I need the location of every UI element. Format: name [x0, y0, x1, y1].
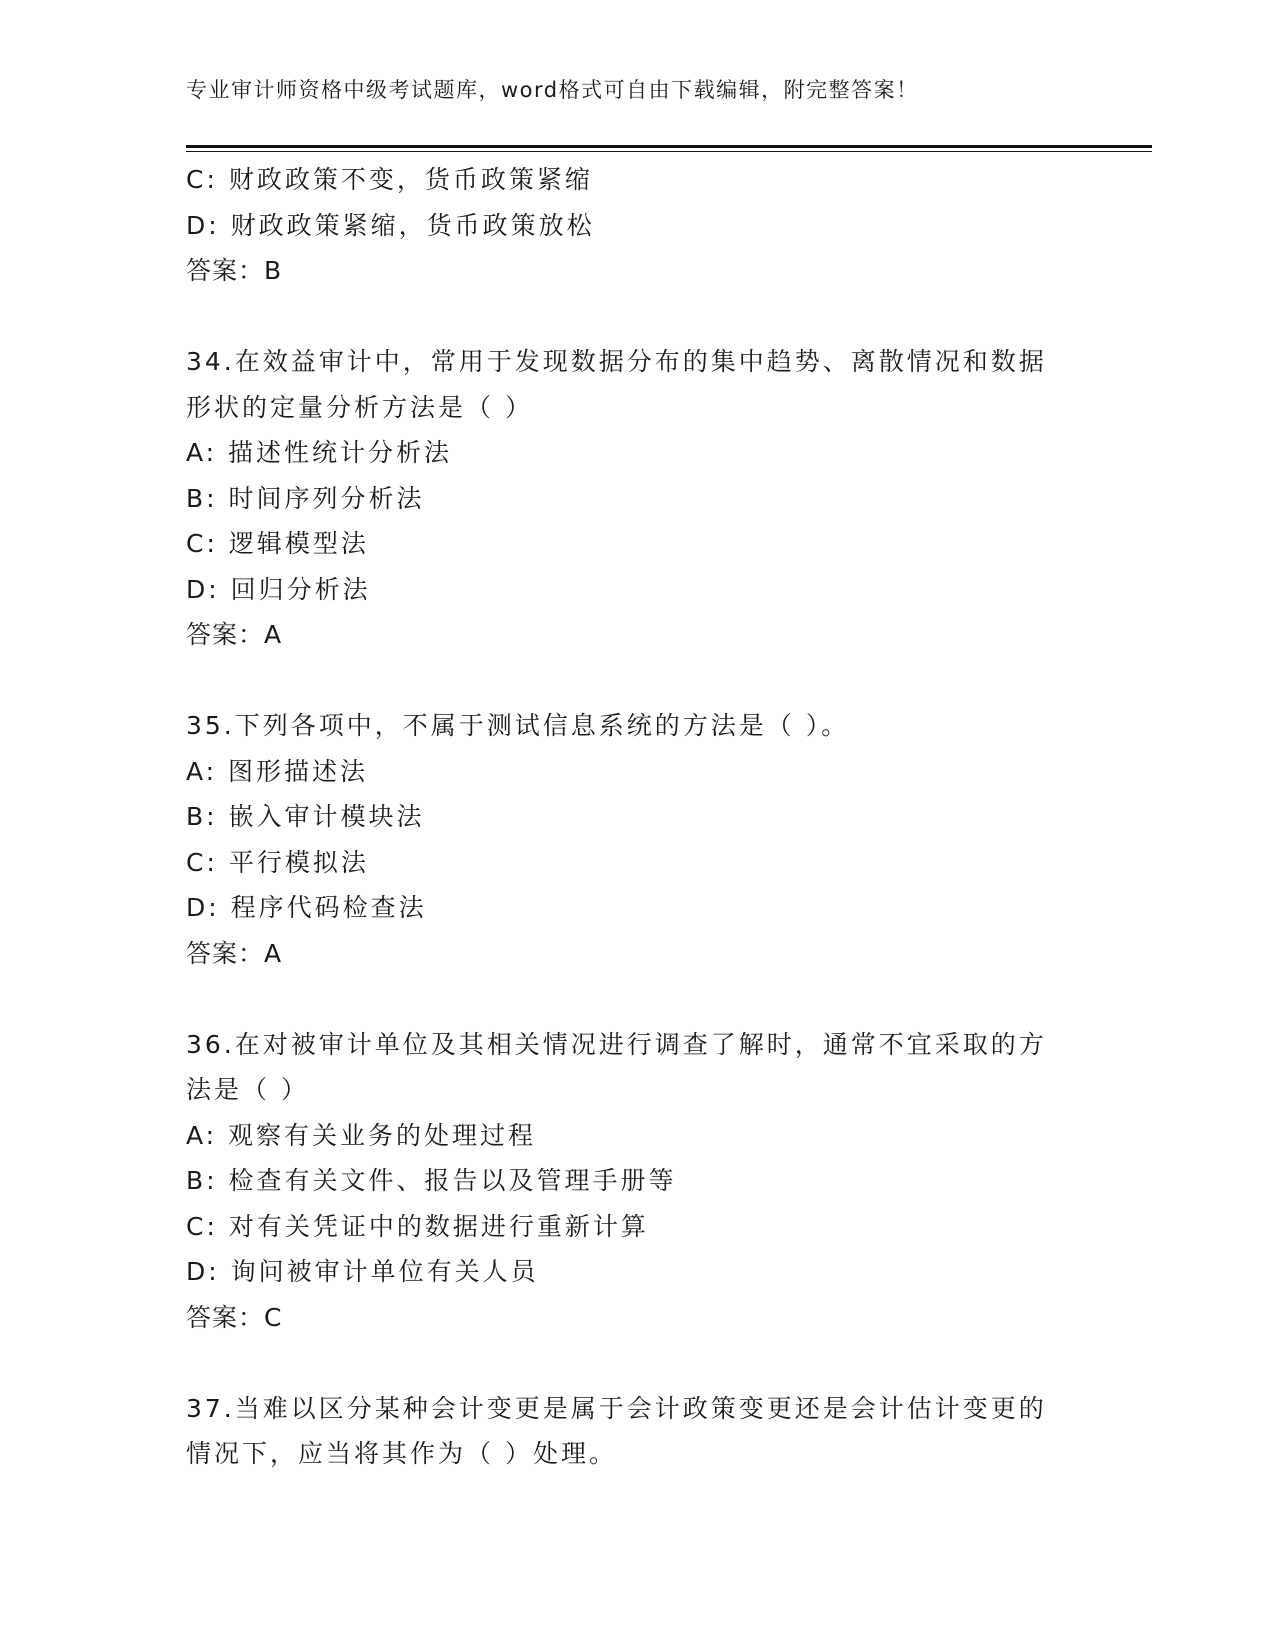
question-content [186, 157, 1086, 1477]
option-c: C: 财政政策不变，货币政策紧缩 [186, 165, 593, 194]
option-a: A: 图形描述法 [186, 756, 369, 786]
question-37-stem: 情况下，应当将其作为（ ）处理。 [186, 1439, 617, 1468]
option-d: D: 回归分析法 [186, 574, 371, 604]
option-c: C: 平行模拟法 [186, 847, 369, 877]
option-a: A: 描述性统计分析法 [186, 438, 453, 467]
question-35-stem: 35.下列各项中，不属于测试信息系统的方法是（ ）。 [186, 711, 850, 740]
option-b: B: 嵌入审计模块法 [186, 802, 425, 831]
option-c: C: 逻辑模型法 [186, 529, 369, 558]
question-34-stem: 形状的定量分析方法是（ ） [186, 392, 533, 422]
option-b: B: 时间序列分析法 [186, 483, 425, 513]
answer-34: 答案：A [186, 620, 283, 649]
option-a: A: 观察有关业务的处理过程 [186, 1120, 537, 1150]
question-36-stem: 法是（ ） [186, 1075, 309, 1104]
option-d: D: 财政政策紧缩，货币政策放松 [186, 210, 595, 240]
option-c: C: 对有关凭证中的数据进行重新计算 [186, 1211, 649, 1241]
question-34-stem: 34.在效益审计中，常用于发现数据分布的集中趋势、离散情况和数据 [186, 347, 1047, 376]
answer-35: 答案：A [186, 938, 283, 968]
answer-36: 答案：C [186, 1302, 283, 1332]
option-d: D: 询问被审计单位有关人员 [186, 1257, 539, 1286]
question-37-stem: 37.当难以区分某种会计变更是属于会计政策变更还是会计估计变更的 [186, 1393, 1047, 1423]
option-b: B: 检查有关文件、报告以及管理手册等 [186, 1166, 677, 1195]
option-d: D: 程序代码检查法 [186, 893, 427, 922]
header-rule-thick [186, 145, 1152, 148]
header-note: 专业审计师资格中级考试题库，word格式可自由下载编辑，附完整答案！ [186, 78, 919, 102]
header-rule-thin [186, 151, 1152, 152]
question-36-stem: 36.在对被审计单位及其相关情况进行调查了解时，通常不宜采取的方 [186, 1029, 1047, 1059]
answer-33: 答案：B [186, 256, 283, 285]
